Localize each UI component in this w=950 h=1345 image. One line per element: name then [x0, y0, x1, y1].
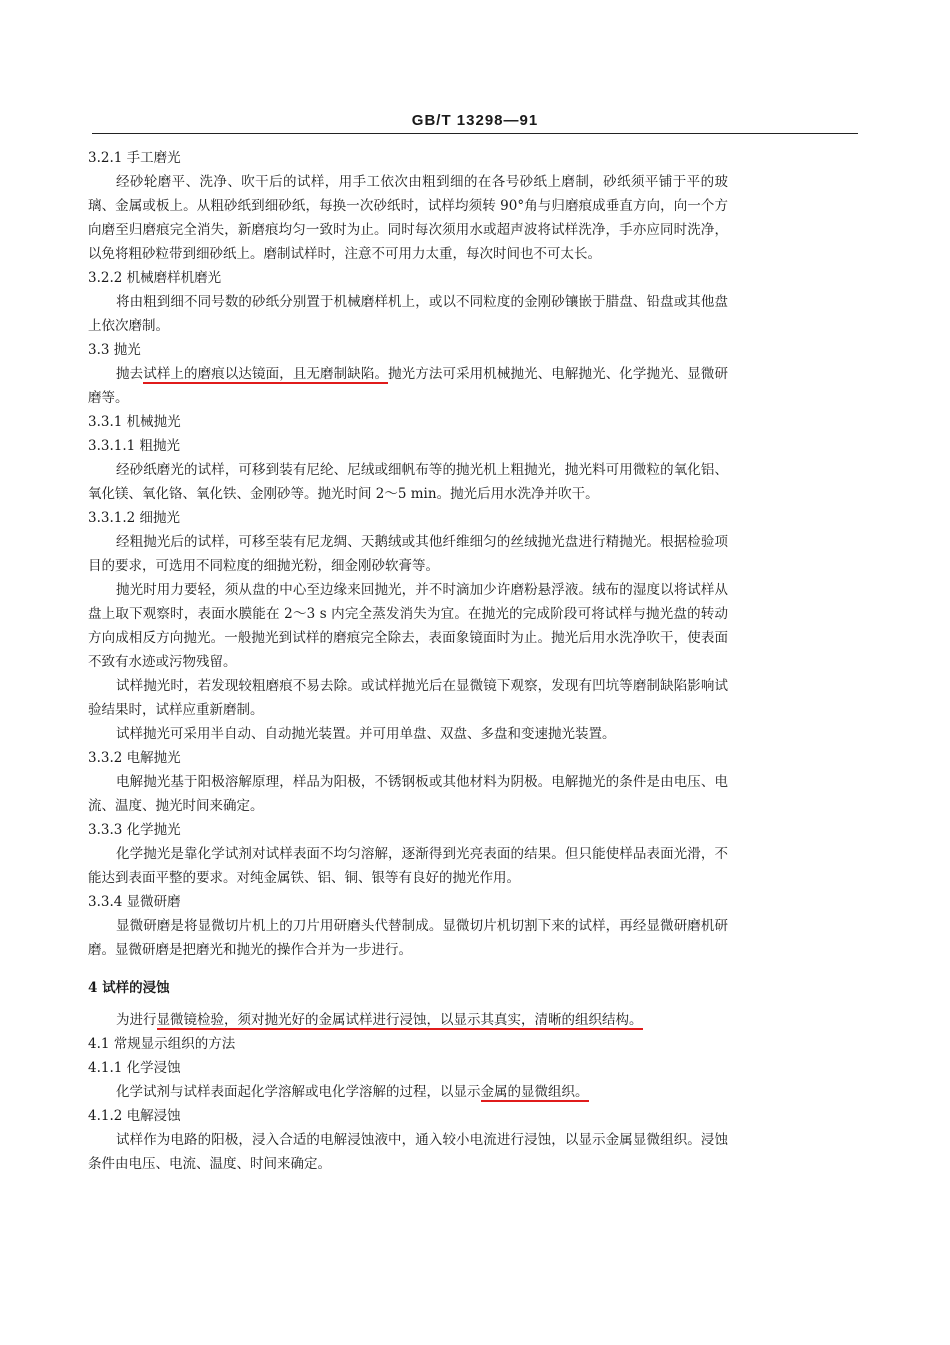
para-4-pre: 为进行 [116, 1012, 157, 1028]
para-3-3-pre: 抛去 [116, 366, 144, 382]
highlight-underline-3-3: 试样上的磨痕以达镜面，且无磨制缺陷。 [143, 366, 389, 382]
document-body [88, 146, 728, 1176]
heading-3-2-1: 3.2.1 手工磨光 [88, 150, 181, 166]
heading-3-3: 3.3 抛光 [88, 342, 141, 358]
para-3-2-1: 经砂轮磨平、洗净、吹干后的试样，用手工依次由粗到细的在各号砂纸上磨制，砂纸须平铺于平的玻璃、金属或板上。从粗砂纸到细砂纸，每换一次砂纸时，试样均须转 90°角与归磨痕成垂直方向，向一个方向磨至归磨痕完全消失，新磨痕均匀一致时为止。同时每次须用水或超声波将试样洗净，手亦应同时洗净，以免将粗砂粒带到细砂纸上。磨制试样时，注意不可用力太重，每次时间也不可太长。 [88, 174, 728, 262]
para-3-3-post: 抛光方法可采用机械抛光、电解抛光、化学抛光、显微研磨等。 [88, 366, 729, 406]
para-3-3-1-2-a: 经粗抛光后的试样，可移至装有尼龙绸、天鹅绒或其他纤维细匀的丝绒抛光盘进行精抛光。根据检验项目的要求，可选用不同粒度的细抛光粉，细金刚砂软膏等。 [88, 534, 728, 574]
para-3-3-3: 化学抛光是靠化学试剂对试样表面不均匀溶解，逐渐得到光亮表面的结果。但只能使样品表面光滑，不能达到表面平整的要求。对纯金属铁、铝、铜、银等有良好的抛光作用。 [88, 846, 728, 886]
heading-4: 4 试样的浸蚀 [88, 980, 170, 996]
para-3-3-4: 显微研磨是将显微切片机上的刀片用研磨头代替制成。显微切片机切割下来的试样，再经显微研磨机研磨。显微研磨是把磨光和抛光的操作合并为一步进行。 [88, 918, 728, 958]
heading-4-1-2: 4.1.2 电解浸蚀 [88, 1108, 181, 1124]
para-3-3-1-2-b: 抛光时用力要轻，须从盘的中心至边缘来回抛光，并不时滴加少许磨粉悬浮液。绒布的湿度以将试样从盘上取下观察时，表面水膜能在 2～3 s 内完全蒸发消失为宜。在抛光的完成阶段可将试样与抛光盘的转动方向成相反方向抛光。一般抛光到试样的磨痕完全除去，表面象镜面时为止。抛光后用水洗净吹干，使表面不致有水迹或污物残留。 [88, 582, 728, 670]
heading-3-3-1-1: 3.3.1.1 粗抛光 [88, 438, 181, 454]
heading-4-1-1: 4.1.1 化学浸蚀 [88, 1060, 181, 1076]
para-4 [88, 1008, 728, 1032]
heading-4-1: 4.1 常规显示组织的方法 [88, 1036, 236, 1052]
para-3-3-1-2-d: 试样抛光可采用半自动、自动抛光装置。并可用单盘、双盘、多盘和变速抛光装置。 [116, 726, 616, 742]
header-rule [92, 133, 858, 134]
para-4-1-1-pre: 化学试剂与试样表面起化学溶解或电化学溶解的过程，以显示 [116, 1084, 481, 1100]
highlight-underline-4: 显微镜检验，须对抛光好的金属试样进行浸蚀，以显示其真实，清晰的组织结构。 [156, 1012, 643, 1028]
para-3-2-2: 将由粗到细不同号数的砂纸分别置于机械磨样机上，或以不同粒度的金刚砂镶嵌于腊盘、铅盘或其他盘上依次磨制。 [88, 294, 728, 334]
page-header: GB/T 13298—91 [411, 112, 539, 129]
heading-3-3-3: 3.3.3 化学抛光 [88, 822, 181, 838]
heading-3-3-4: 3.3.4 显微研磨 [88, 894, 181, 910]
para-4-1-2: 试样作为电路的阳极，浸入合适的电解浸蚀液中，通入较小电流进行浸蚀，以显示金属显微组织。浸蚀条件由电压、电流、温度、时间来确定。 [88, 1132, 728, 1172]
para-3-3-1-2-c: 试样抛光时，若发现较粗磨痕不易去除。或试样抛光后在显微镜下观察，发现有凹坑等磨制缺陷影响试验结果时，试样应重新磨制。 [88, 678, 728, 718]
para-3-3-2: 电解抛光基于阳极溶解原理，样品为阳极，不锈钢板或其他材料为阴极。电解抛光的条件是由电压、电流、温度、抛光时间来确定。 [88, 774, 728, 814]
para-4-1-1 [88, 1080, 728, 1104]
para-3-3-1-1: 经砂纸磨光的试样，可移到装有尼纶、尼绒或细帆布等的抛光机上粗抛光，抛光料可用微粒的氧化铝、氧化镁、氧化铬、氧化铁、金刚砂等。抛光时间 2～5 min。抛光后用水洗净并吹干。 [88, 462, 728, 502]
heading-3-3-1-2: 3.3.1.2 细抛光 [88, 510, 181, 526]
heading-3-2-2: 3.2.2 机械磨样机磨光 [88, 270, 222, 286]
heading-3-3-2: 3.3.2 电解抛光 [88, 750, 181, 766]
para-3-3 [88, 362, 728, 410]
highlight-underline-4-1-1: 金属的显微组织。 [480, 1084, 589, 1100]
heading-3-3-1: 3.3.1 机械抛光 [88, 414, 181, 430]
